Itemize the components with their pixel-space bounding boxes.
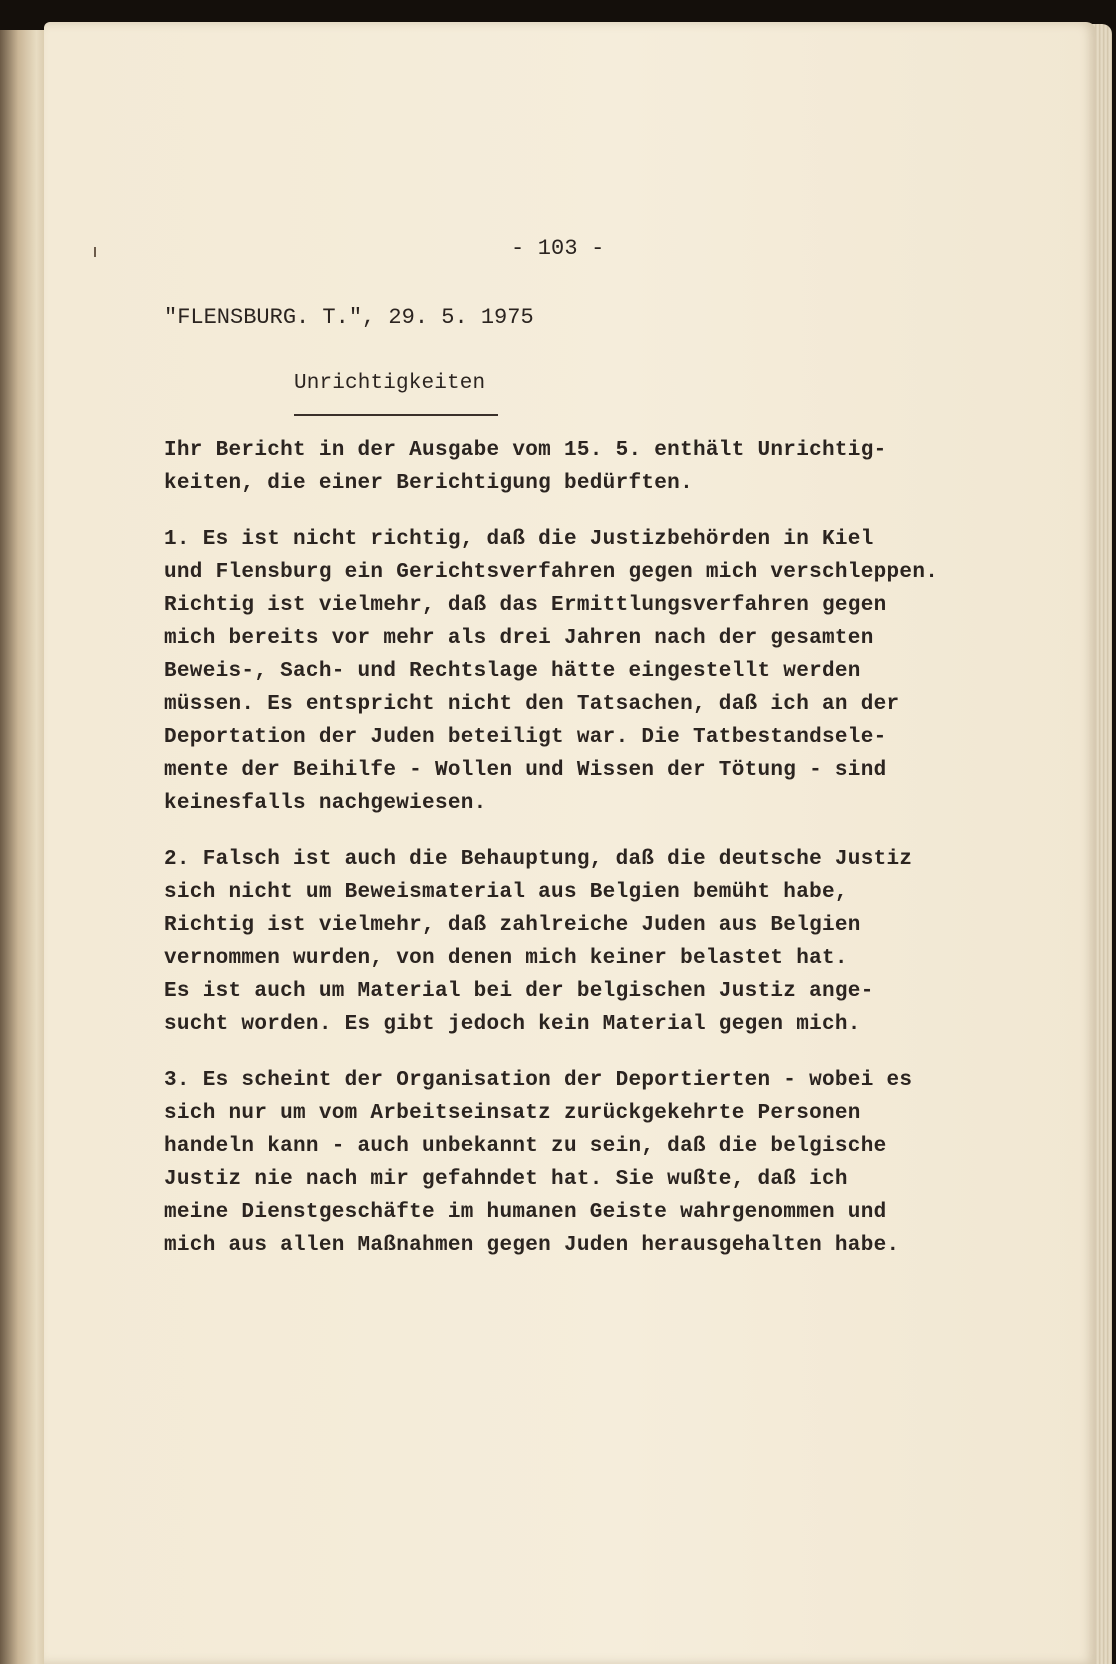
body-line: sich nicht um Beweismaterial aus Belgien bemüht habe, (164, 881, 848, 904)
body-line: Ihr Bericht in der Ausgabe vom 15. 5. enthält Unrichtig- (164, 439, 887, 462)
body-line: 2. Falsch ist auch die Behauptung, daß die deutsche Justiz (164, 848, 913, 871)
body-line: meine Dienstgeschäfte im humanen Geiste wahrgenommen und (164, 1201, 887, 1224)
body-line: Justiz nie nach mir gefahndet hat. Sie wußte, daß ich (164, 1168, 848, 1191)
body-line: Beweis-, Sach- und Rechtslage hätte eingestellt werden (164, 660, 861, 683)
page-number: - 103 - (511, 236, 605, 261)
body-line: mente der Beihilfe - Wollen und Wissen der Tötung - sind (164, 759, 887, 782)
body-line: sucht worden. Es gibt jedoch kein Material gegen mich. (164, 1013, 861, 1036)
body-line: handeln kann - auch unbekannt zu sein, daß die belgische (164, 1135, 887, 1158)
margin-mark (94, 247, 96, 257)
body-line: Es ist auch um Material bei der belgischen Justiz ange- (164, 980, 874, 1003)
body-line: und Flensburg ein Gerichtsverfahren gegen mich verschleppen. (164, 561, 939, 584)
body-line: mich bereits vor mehr als drei Jahren nach der gesamten (164, 627, 874, 650)
newspaper-citation: "FLENSBURG. T.", 29. 5. 1975 (164, 305, 534, 330)
body-line: müssen. Es entspricht nicht den Tatsachen, daß ich an der (164, 693, 900, 716)
body-line: 3. Es scheint der Organisation der Deportierten - wobei es (164, 1069, 913, 1092)
body-line: sich nur um vom Arbeitseinsatz zurückgekehrte Personen (164, 1102, 861, 1125)
book-page (44, 22, 1096, 1664)
body-line: mich aus allen Maßnahmen gegen Juden herausgehalten habe. (164, 1234, 900, 1257)
body-line: vernommen wurden, von denen mich keiner belastet hat. (164, 947, 848, 970)
body-line: Richtig ist vielmehr, daß zahlreiche Juden aus Belgien (164, 914, 861, 937)
body-line: Richtig ist vielmehr, daß das Ermittlungsverfahren gegen (164, 594, 887, 617)
body-line: Deportation der Juden beteiligt war. Die Tatbestandsele- (164, 726, 887, 749)
headline-underline (294, 414, 498, 416)
article-headline: Unrichtigkeiten (294, 372, 486, 395)
body-line: keinesfalls nachgewiesen. (164, 792, 487, 815)
body-line: 1. Es ist nicht richtig, daß die Justizbehörden in Kiel (164, 528, 874, 551)
body-line: keiten, die einer Berichtigung bedürften. (164, 472, 693, 495)
